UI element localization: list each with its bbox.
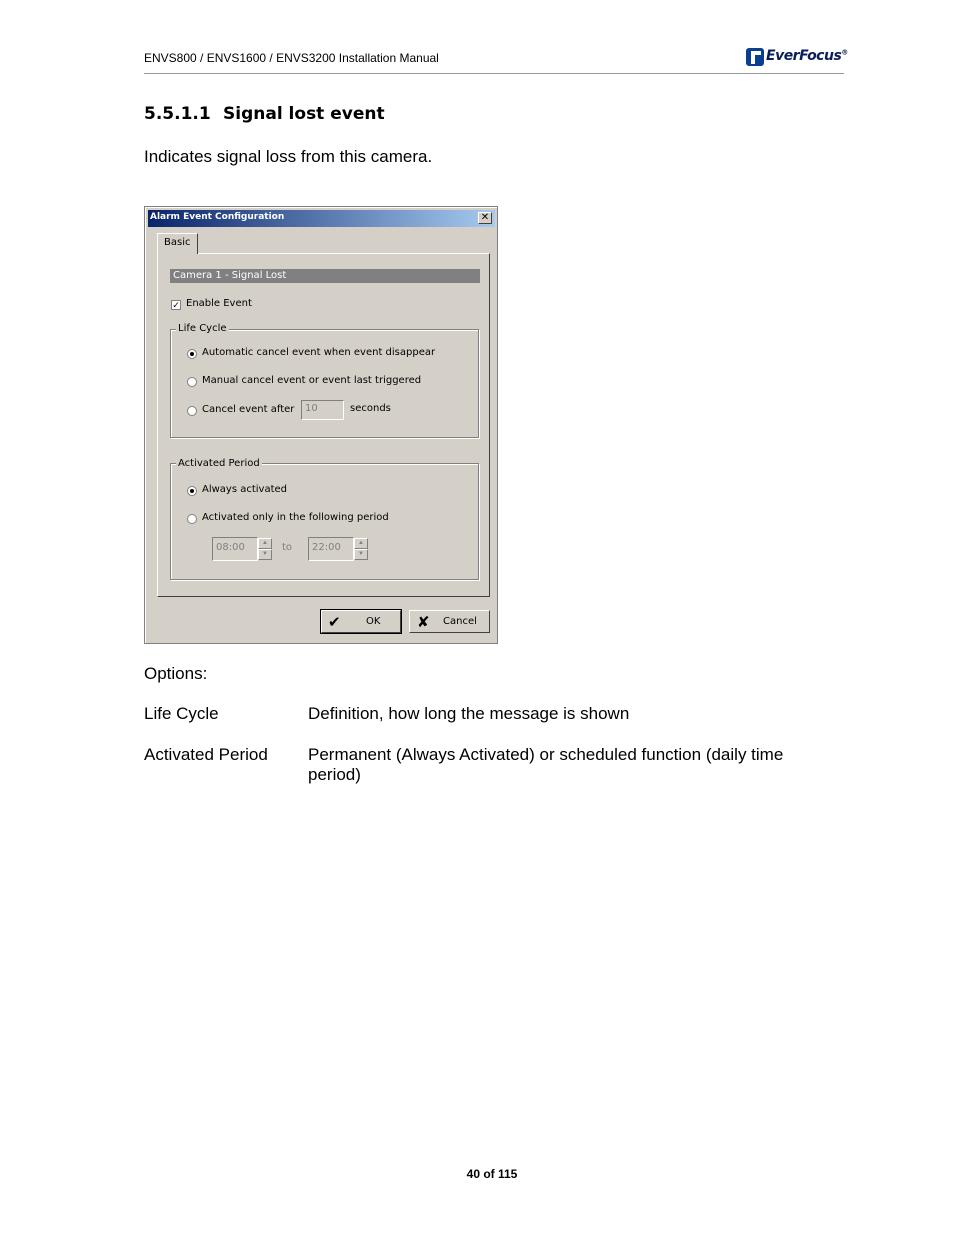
option-definition: Permanent (Always Activated) or scheduled function (daily time period)	[308, 745, 784, 784]
spin-up-icon[interactable]: ▲	[258, 538, 272, 549]
spin-up-icon[interactable]: ▲	[354, 538, 368, 549]
period-to-label: to	[282, 542, 293, 553]
life-cycle-legend: Life Cycle	[178, 323, 227, 334]
radio-always-activated[interactable]	[187, 486, 197, 496]
section-intro: Indicates signal loss from this camera.	[144, 147, 433, 166]
section-heading	[144, 104, 385, 124]
spin-down-icon[interactable]: ▼	[354, 549, 368, 560]
option-term: Activated Period	[144, 745, 268, 764]
ok-button[interactable]	[321, 610, 401, 633]
enable-event-label: Enable Event	[186, 298, 252, 309]
header-divider	[144, 73, 844, 74]
event-name-band	[170, 269, 480, 283]
ok-button-label: OK	[366, 616, 381, 627]
logo-mark-icon	[746, 48, 764, 66]
everfocus-logo	[746, 47, 846, 69]
section-number: 5.5.1.1	[144, 104, 211, 124]
cancel-button[interactable]	[409, 610, 490, 633]
enable-event-checkbox[interactable]: ✓	[172, 300, 180, 310]
period-to-spinner[interactable]	[354, 538, 368, 561]
radio-always-activated-label: Always activated	[202, 484, 288, 495]
radio-manual-cancel[interactable]	[187, 377, 197, 387]
options-label: Options:	[144, 664, 208, 683]
radio-cancel-after-label: Cancel event after	[202, 404, 295, 415]
logo-wordmark: EverFocus®	[766, 48, 848, 64]
dialog-titlebar[interactable]	[148, 210, 495, 227]
radio-period-activated-label: Activated only in the following period	[202, 512, 389, 523]
period-from-spinner[interactable]	[258, 538, 272, 561]
section-title: Signal lost event	[223, 104, 385, 124]
checkmark-icon: ✔	[328, 613, 341, 631]
option-definition: Definition, how long the message is shown	[308, 704, 630, 723]
radio-auto-cancel[interactable]	[187, 349, 197, 359]
event-name: Camera 1 - Signal Lost	[173, 270, 287, 281]
cancel-button-label: Cancel	[443, 616, 477, 627]
close-icon[interactable]: ✕	[478, 212, 492, 224]
activated-period-legend: Activated Period	[178, 458, 260, 469]
dialog-title: Alarm Event Configuration	[150, 212, 285, 222]
tab-basic-label: Basic	[164, 237, 191, 248]
alarm-event-dialog	[144, 206, 498, 644]
period-to-input[interactable]: 22:00	[308, 537, 354, 561]
radio-cancel-after[interactable]	[187, 406, 197, 416]
radio-period-activated[interactable]	[187, 514, 197, 524]
page-number: 40 of 115	[466, 1167, 518, 1181]
cross-icon: ✘	[417, 613, 430, 631]
radio-auto-cancel-label: Automatic cancel event when event disappear	[202, 347, 436, 358]
option-term: Life Cycle	[144, 704, 219, 723]
cancel-after-seconds-input[interactable]: 10	[301, 400, 344, 420]
page-footer	[0, 1167, 954, 1181]
tab-basic[interactable]	[157, 233, 198, 254]
seconds-label: seconds	[350, 403, 391, 414]
radio-manual-cancel-label: Manual cancel event or event last triggered	[202, 375, 422, 386]
document-header-title: ENVS800 / ENVS1600 / ENVS3200 Installation Manual	[144, 51, 439, 65]
spin-down-icon[interactable]: ▼	[258, 549, 272, 560]
period-from-input[interactable]: 08:00	[212, 537, 258, 561]
